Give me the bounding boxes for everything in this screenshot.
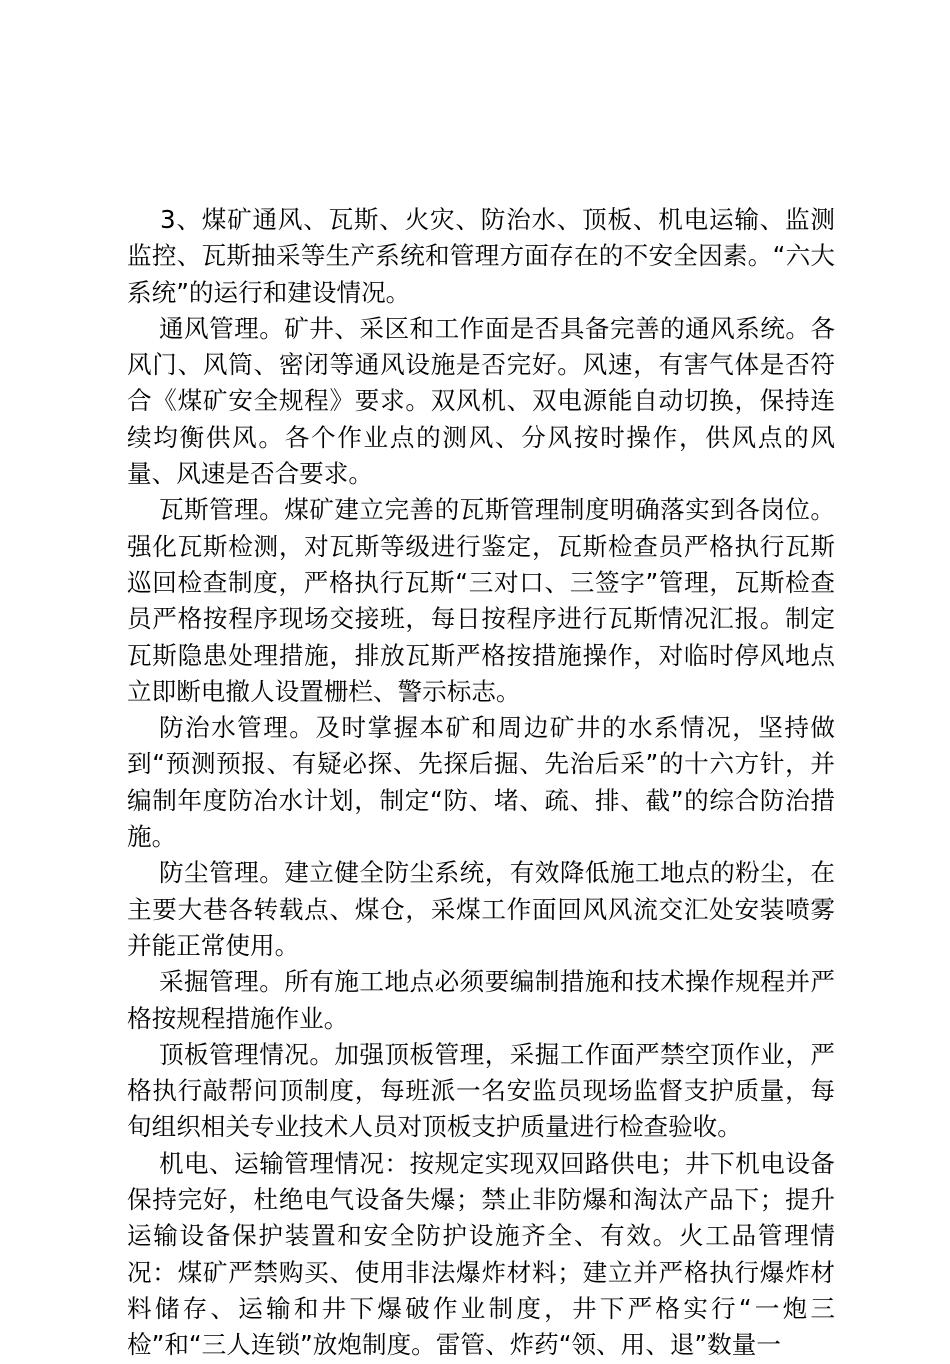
- paragraph-unsafe-factors: 3、煤矿通风、瓦斯、火灾、防治水、顶板、机电运输、监测监控、瓦斯抽采等生产系统和管理方面存在的不安全因素。“六大系统”的运行和建设情况。: [127, 205, 835, 307]
- paragraph-excavation-management: 采掘管理。所有施工地点必须要编制措施和技术操作规程并严格按规程措施作业。: [127, 967, 835, 1033]
- paragraph-roof-management: 顶板管理情况。加强顶板管理，采掘工作面严禁空顶作业，严格执行敲帮问顶制度，每班派一名安监员现场监督支护质量，每旬组织相关专业技术人员对顶板支护质量进行检查验收。: [127, 1039, 835, 1142]
- paragraph-gas-management: 瓦斯管理。煤矿建立完善的瓦斯管理制度明确落实到各岗位。强化瓦斯检测，对瓦斯等级进行鉴定，瓦斯检查员严格执行瓦斯巡回检查制度，严格执行瓦斯“三对口、三签字”管理，瓦斯检查员严格按程序现场交接班，每日按程序进行瓦斯情况汇报。制定瓦斯隐患处理措施，排放瓦斯严格按措施操作，对临时停风地点立即断电撤人设置栅栏、警示标志。: [127, 495, 835, 706]
- paragraph-electromechanical-transport-management: 机电、运输管理情况：按规定实现双回路供电；井下机电设备保持完好，杜绝电气设备失爆；禁止非防爆和淘汰产品下；提升运输设备保护装置和安全防护设施齐全、有效。火工品管理情况：煤矿严禁购买、使用非法爆炸材料；建立并严格执行爆炸材料储存、运输和井下爆破作业制度，井下严格实行“一炮三检”和“三人连锁”放炮制度。雷管、炸药“领、用、退”数量一: [127, 1148, 835, 1360]
- paragraph-ventilation-management: 通风管理。矿井、采区和工作面是否具备完善的通风系统。各风门、风筒、密闭等通风设施是否完好。风速，有害气体是否符合《煤矿安全规程》要求。双风机、双电源能自动切换，保持连续均衡供风。各个作业点的测风、分风按时操作，供风点的风量、风速是否合要求。: [127, 313, 835, 489]
- paragraph-dust-control-management: 防尘管理。建立健全防尘系统，有效降低施工地点的粉尘，在主要大巷各转载点、煤仓，采煤工作面回风风流交汇处安装喷雾并能正常使用。: [127, 858, 835, 960]
- document-body: [127, 202, 835, 1364]
- paragraph-water-control-management: 防治水管理。及时掌握本矿和周边矿井的水系情况，坚持做到“预测预报、有疑必探、先探后掘、先治后采”的十六方针，并编制年度防冶水计划，制定“防、堵、疏、排、截”的综合防治措施。: [127, 713, 835, 852]
